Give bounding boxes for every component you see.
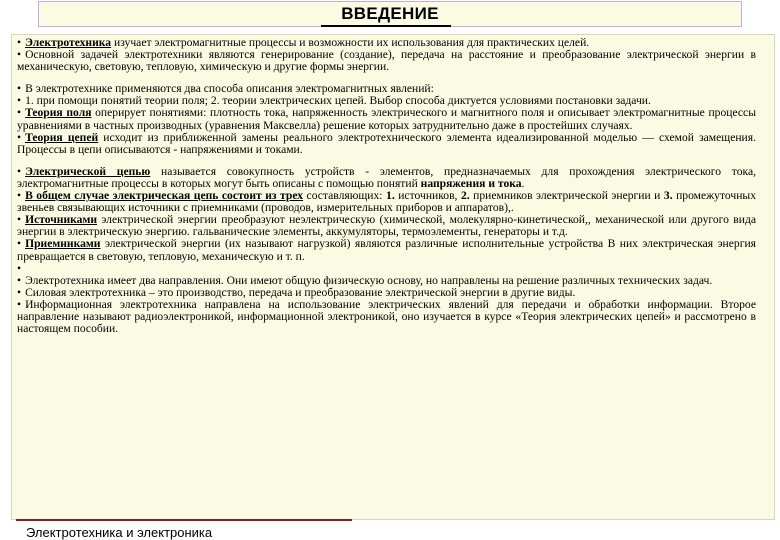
term-sources: Источниками <box>25 213 98 227</box>
bullet: • <box>17 297 22 311</box>
paragraph-2 <box>17 49 756 73</box>
term-electric-circuit: Электрической цепью <box>25 164 151 178</box>
paragraph-text: исходит из приближенной замены реального электротехнического элемента идеализированной моделью — схемой замещения. Процессы в цепи описываются - напряжениями и токами. <box>17 130 756 156</box>
paragraph-6 <box>17 132 756 156</box>
lead-circuit-composition: В общем случае электрическая цепь состоит из трех <box>25 189 304 203</box>
paragraph-text: Электротехника имеет два направления. Они имеют общую физическую основу, но направлены на решение различных технических задач. <box>25 273 713 287</box>
paragraph-8 <box>17 190 756 214</box>
paragraph-text: приемников электрической энергии и <box>469 189 664 203</box>
page-title: ВВЕДЕНИЕ <box>341 4 439 23</box>
bullet: • <box>17 48 22 62</box>
bullet: • <box>17 164 22 178</box>
term-circuit-theory: Теория цепей <box>25 130 99 144</box>
paragraph-text: Основной задачей электротехники являются генерирование (создание), передача на расстояние и преобразование электрической энергии в механическую, световую, тепловую, химическую и другие формы энергии. <box>17 48 756 74</box>
paragraph-text: промежуточных звеньев связывающих источники с приемниками (проводов, измерительных приборов и аппаратов),. <box>17 189 756 215</box>
paragraph-9 <box>17 214 756 238</box>
paragraph-text: В электротехнике применяются два способа описания электромагнитных явлений: <box>25 82 434 96</box>
bullet: • <box>17 36 22 49</box>
footer-title: Электротехника и электроника <box>26 525 213 540</box>
number-1: 1. <box>386 189 395 203</box>
term-receivers: Приемниками <box>25 237 101 251</box>
paragraph-text: 1. при помощи понятий теории поля; 2. теории электрических цепей. Выбор способа диктуется условиями постановки задачи. <box>25 94 651 108</box>
paragraph-7 <box>17 166 756 190</box>
bullet: • <box>17 285 22 299</box>
title-box <box>38 1 742 27</box>
term-field-theory: Теория поля <box>25 106 92 120</box>
paragraph-5 <box>17 107 756 131</box>
bullet: • <box>17 106 22 120</box>
number-3: 3. <box>663 189 673 203</box>
paragraph-text: электрической энергии преобразуют неэлектрическую (химической, молекулярно-кинетической,, механической или другого вида энергии в электрическую энергию. гальванические элементы, аккумуляторы, термоэлементы, генераторы и т.д. <box>17 213 756 239</box>
paragraph-14 <box>17 299 756 335</box>
paragraph-text: оперирует понятиями: плотность тока, напряженность электрического и магнитного поля и описывает электромагнитные процессы уравнениями в частных производных (уравнения Максвелла) решение которых затруднительно даже в простейших случаях. <box>17 106 756 132</box>
bullet: • <box>17 94 22 108</box>
number-2: 2. <box>460 189 470 203</box>
paragraph-text: изучает электромагнитные процессы и возможности их использования для практических целей. <box>111 36 590 49</box>
title-underline <box>321 25 451 27</box>
paragraph-text: называется совокупность устройств - элементов, предназначаемых для прохождения электрического тока, электромагнитные процессы в которых могут быть описаны с помощью понятий <box>17 164 756 190</box>
paragraph-text: . <box>521 176 525 190</box>
paragraph-text: электрической энергии (их называют нагрузкой) являются различные исполнительные устройства В них электрическая энергия превращается в световую, тепловую, механическую и т. п. <box>17 237 756 263</box>
paragraph-10 <box>17 238 756 262</box>
bullet: • <box>17 82 22 96</box>
paragraph-text: источников, <box>394 189 461 203</box>
term-electrotechnics: Электротехника <box>25 36 112 49</box>
emph-voltage-current: напряжения и тока <box>420 176 522 190</box>
bullet: • <box>17 130 22 144</box>
bullet: • <box>17 273 22 287</box>
bullet: • <box>17 261 22 275</box>
bullet: • <box>17 189 22 203</box>
paragraph-text: составляющих: <box>303 189 387 203</box>
footer-rule <box>16 519 352 521</box>
paragraph-text: Информационная электротехника направлена на использование электрических явлений для передачи и обработки информации. Второе направление называют радиоэлектроникой, информационной электроникой, оно изучается в курсе «Теория электрических цепей» и рассмотрено в настоящем пособии. <box>17 297 756 336</box>
bullet: • <box>17 237 22 251</box>
bullet: • <box>17 213 22 227</box>
content-body <box>17 37 756 335</box>
paragraph-text: Силовая электротехника – это производство, передача и преобразование электрической энергии в другие виды. <box>25 285 576 299</box>
